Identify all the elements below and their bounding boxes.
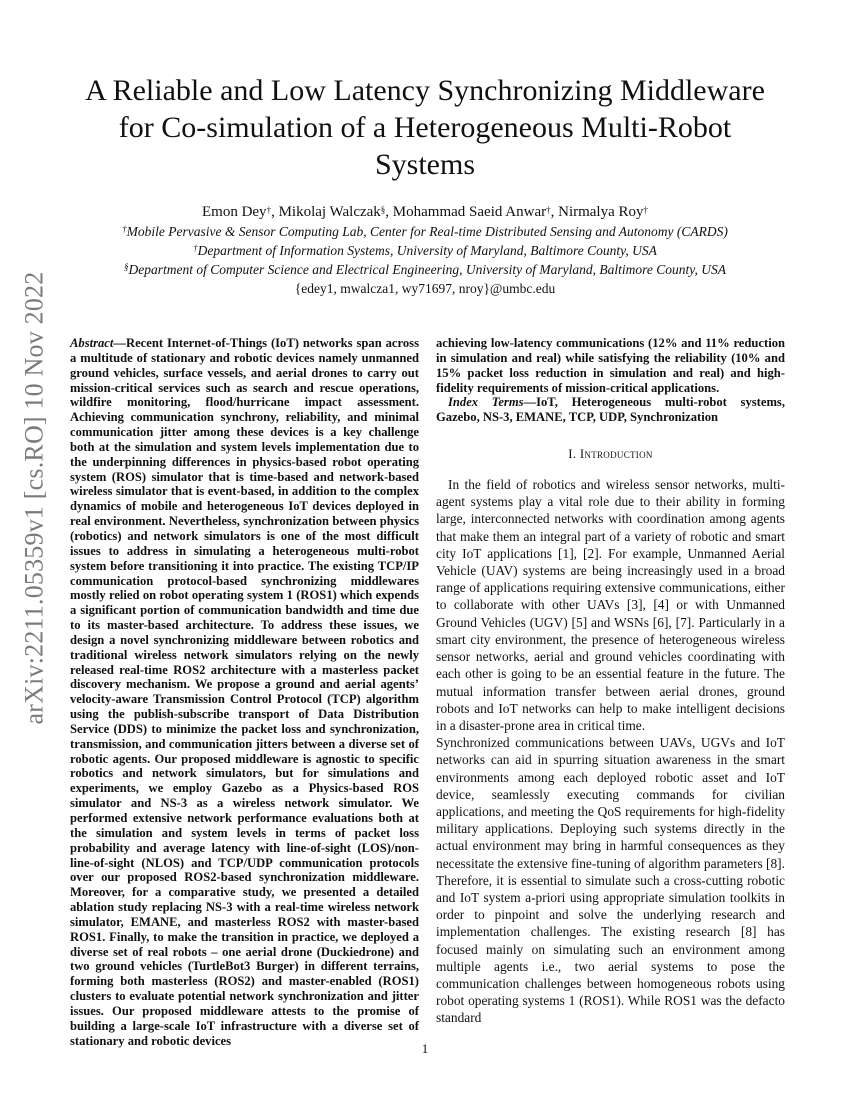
index-terms bbox=[436, 395, 785, 425]
author-emails: {edey1, mwalcza1, wy71697, nroy}@umbc.edu bbox=[294, 281, 556, 296]
right-column bbox=[436, 336, 785, 1027]
affiliation-information-systems: †Department of Information Systems, University of Maryland, Baltimore County, USA bbox=[193, 243, 657, 258]
abstract-column bbox=[70, 336, 419, 1049]
section-number: I. bbox=[568, 447, 577, 462]
author-0: Emon Dey†, bbox=[201, 204, 279, 220]
index-terms-text: IoT, Heterogeneous multi-robot systems, Gazebo, NS-3, EMANE, TCP, UDP, Synchronization bbox=[436, 395, 785, 425]
page-number: 1 bbox=[421, 1041, 429, 1056]
abstract-dash: — bbox=[113, 336, 126, 350]
abstract-text: Recent Internet-of-Things (IoT) networks span across a multitude of stationary and robotic devices namely unmanned ground vehicles, surface vessels, and aerial drones to carry out mission-critical services such as search and rescue operations, wildfire monitoring, flood/hurricane impact assessment. Achieving communication synchrony, reliability, and minimal communication jitter among these devices is a key challenge both at the simulation and system levels implementation due to the underpinning differences in physics-based robot operating system (ROS) simulator that is time-based and network-based wireless simulator that is event-based, in addition to the complex dynamics of mobile and heterogeneous IoT devices deployed in real environment. Nevertheless, synchronization between physics (robotics) and network simulators is one of the most difficult issues to address in simulating a heterogeneous multi-robot system before transitioning it into practice. The existing TCP/IP communication protocol-based synchronizing middlewares mostly relied on robot operating system 1 (ROS1) which expends a significant portion of communication bandwidth and time due to its master-based architecture. To address these issues, we design a novel synchronizing middleware between robotics and traditional wireless network simulators relying on the newly released real-time ROS2 architecture with a masterless packet discovery mechanism. We propose a ground and aerial agents’ velocity-aware Transmission Control Protocol (TCP) algorithm using the publish-subscribe transport of Data Distribution Service (DDS) to minimize the packet loss and synchronization, transmission, and communication jitters between a diverse set of robotic agents. Our proposed middleware is agnostic to specific robotics and network simulators, but for simulations and experiments, we employ Gazebo as a Physics-based ROS simulator and NS-3 as a wireless network simulator. We performed extensive network performance evaluations both at the simulation and system levels in terms of packet loss probability and average latency with line-of-sight (LOS)/non-line-of-sight (NLOS) and TCP/UDP communication protocols over our proposed ROS2-based synchronization middleware. Moreover, for a comparative study, we presented a detailed ablation study replacing NS-3 with a real-time wireless network simulator, EMANE, and masterless ROS2 with master-based ROS1. Finally, to make the transition in practice, we deployed a diverse set of real robots – one aerial drone (Duckiedrone) and two ground vehicles (TurtleBot3 Burger) in different terrains, forming both masterless (ROS2) and master-enabled (ROS1) clusters to evaluate potential network synchronization and jitter issues. Our proposed middleware attests to the promise of building a large-scale IoT infrastructure with a diverse set of stationary and robotic devices bbox=[70, 336, 419, 1048]
abstract-continuation: achieving low-latency communications (12% and 11% reduction in simulation and real) while satisfying the reliability (10% and 15% packet loss reduction in simulation and real) and high-fidelity requirements of mission-critical applications. bbox=[436, 336, 785, 395]
section-heading-introduction bbox=[436, 447, 785, 462]
paper-title: A Reliable and Low Latency Synchronizing Middleware for Co-simulation of a Heterogeneous Multi-Robot Systems bbox=[85, 74, 765, 181]
intro-paragraph-1: In the field of robotics and wireless sensor networks, multi-agent systems play a vital role due to their ability in forming large, interconnected networks with coordination among agents that make them an integral part of a variety of robotic and smart city IoT applications [1], [2]. For example, Unmanned Aerial Vehicle (UAV) systems are being increasingly used in a broad range of applications requiring extensive communications, either to collaborate with other UAVs [3], [4] or with Unmanned Ground Vehicles (UGV) [5] and WSNs [6], [7]. Particularly in a smart city environment, the presence of heterogeneous wireless sensor networks, aerial and ground vehicles coordinating with each other is going to be an essential feature in the future. The mutual information transfer between aerial drones, ground robots and IoT networks can help to make intelligent decisions in a disaster-prone area in critical time. bbox=[436, 477, 785, 733]
arxiv-identifier-text: arXiv:2211.05359v1 [cs.RO] 10 Nov 2022 bbox=[19, 271, 48, 725]
arxiv-identifier-stamp bbox=[4, 271, 64, 725]
author-2: Mohammad Saeid Anwar†, bbox=[392, 204, 559, 220]
affiliation-computer-science: §Department of Computer Science and Electrical Engineering, University of Maryland, Baltimore County, USA bbox=[123, 262, 726, 277]
author-1: Mikolaj Walczak§, bbox=[278, 204, 393, 220]
abstract-label: Abstract bbox=[70, 336, 114, 350]
section-title: Introduction bbox=[579, 447, 653, 462]
author-names bbox=[60, 203, 790, 222]
intro-paragraph-2: Synchronized communications between UAVs, UGVs and IoT networks can aid in spurring situation awareness in the smart environments among each deployed robotic asset and IoT device, seamlessly executing commands for civilian applications, and meeting the QoS requirements for high-fidelity military applications. Deploying such systems directly in the actual environment may bring in harmful consequences as they necessitate the extensive fine-tuning of algorithm parameters [8]. Therefore, it is essential to simulate such a cross-cutting robotic and IoT system a-priori using appropriate simulation toolkits in order to pinpoint and solve the underlying research and implementation challenges. The existing research [8] has focused mainly on simulating such an environment among multiple agents i.e., two aerial systems to pose the communication challenges between homogeneous robots using robot operating systems 1 (ROS1). While ROS1 was the defacto standard bbox=[436, 735, 785, 1026]
author-3: Nirmalya Roy† bbox=[558, 204, 649, 220]
author-block bbox=[60, 203, 790, 298]
index-terms-label: Index Terms bbox=[448, 395, 524, 410]
index-terms-dash: — bbox=[523, 395, 537, 410]
affiliation-lab: †Mobile Pervasive & Sensor Computing Lab, Center for Real-time Distributed Sensing and Autonomy (CARDS) bbox=[122, 224, 728, 239]
